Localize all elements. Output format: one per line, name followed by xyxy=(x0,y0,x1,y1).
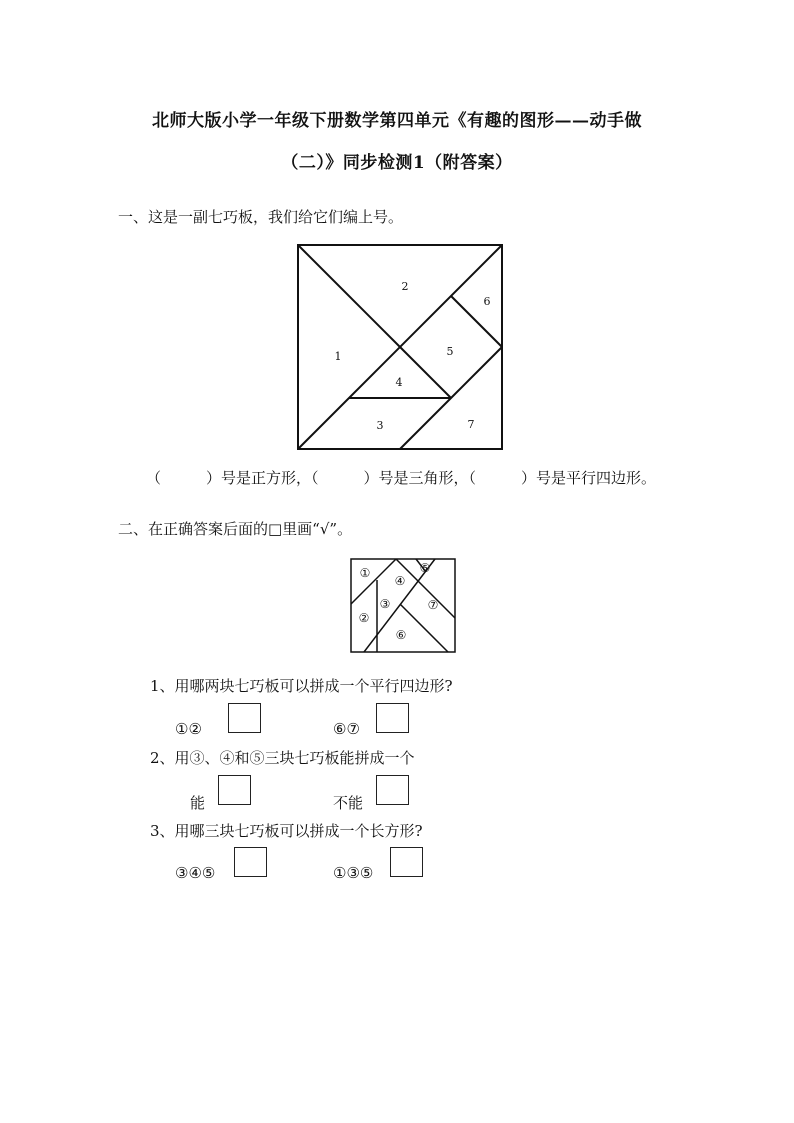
question-2-option-a: 能 xyxy=(190,794,206,812)
piece-label-3: ③ xyxy=(379,597,391,611)
question-1-option-b: ⑥⑦ xyxy=(333,720,360,738)
tangram-edge xyxy=(400,347,451,398)
piece-label-5: 5 xyxy=(446,345,454,358)
page-title-line-2: （二）》同步检测1（附答案） xyxy=(281,153,513,173)
piece-label-5: ⑤ xyxy=(419,561,431,575)
piece-label-7: ⑦ xyxy=(427,598,439,612)
piece-label-6: ⑥ xyxy=(395,628,407,642)
section-1-fill-line: （ ）号是正方形，（ ）号是三角形，（ ）号是平行四边形。 xyxy=(146,469,657,487)
question-2-option-a-checkbox[interactable] xyxy=(218,775,251,805)
tangram-edge xyxy=(400,604,448,652)
question-1-option-a-checkbox[interactable] xyxy=(228,703,261,733)
page-title-line-1: 北师大版小学一年级下册数学第四单元《有趣的图形——动手做 xyxy=(152,111,642,131)
piece-label-4: ④ xyxy=(394,574,406,588)
tangram-edge xyxy=(298,245,400,347)
question-3-option-a: ③④⑤ xyxy=(175,864,216,882)
piece-label-7: 7 xyxy=(467,418,475,431)
question-2-option-b-checkbox[interactable] xyxy=(376,775,409,805)
tangram-figure-1 xyxy=(290,238,512,456)
piece-label-4: 4 xyxy=(395,376,403,389)
question-1-option-b-checkbox[interactable] xyxy=(376,703,409,733)
piece-label-2: 2 xyxy=(401,280,409,293)
question-1-option-a: ①② xyxy=(175,720,202,738)
tangram-edge xyxy=(451,296,502,347)
piece-label-6: 6 xyxy=(483,295,491,308)
question-3-option-b: ①③⑤ xyxy=(333,864,374,882)
piece-label-1: ① xyxy=(359,566,371,580)
piece-label-1: 1 xyxy=(334,350,342,363)
piece-label-3: 3 xyxy=(376,419,384,432)
question-2-option-b: 不能 xyxy=(333,794,364,812)
tangram-figure-2 xyxy=(344,554,464,658)
section-2-heading: 二、在正确答案后面的□里画“√”。 xyxy=(118,520,353,538)
question-2-text: 2、用③、④和⑤三块七巧板能拼成一个 xyxy=(150,749,415,767)
question-3-text: 3、用哪三块七巧板可以拼成一个长方形? xyxy=(150,822,423,840)
question-3-option-a-checkbox[interactable] xyxy=(234,847,267,877)
question-1-text: 1、用哪两块七巧板可以拼成一个平行四边形? xyxy=(150,677,453,695)
piece-label-2: ② xyxy=(358,611,370,625)
section-1-heading: 一、这是一副七巧板，我们给它们编上号。 xyxy=(118,208,404,226)
question-3-option-b-checkbox[interactable] xyxy=(390,847,423,877)
